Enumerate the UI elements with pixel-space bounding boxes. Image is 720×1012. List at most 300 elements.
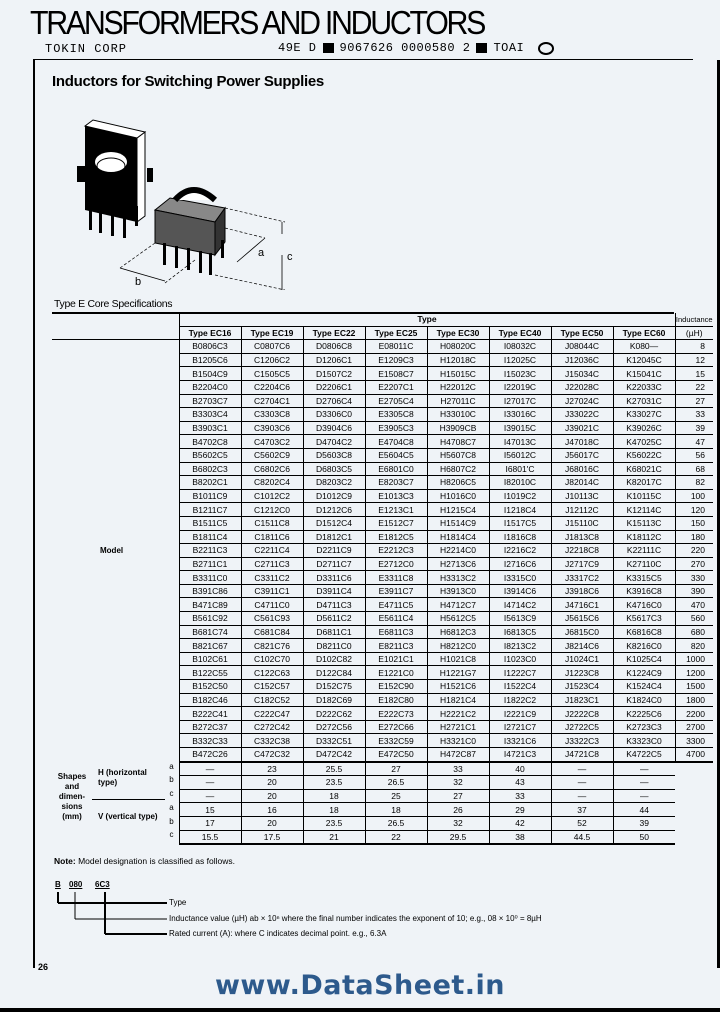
- model-cell: J4716C1: [551, 598, 613, 612]
- model-cell: J1223C8: [551, 666, 613, 680]
- model-cell: E8211C3: [365, 639, 427, 653]
- model-cell: J22028C: [551, 380, 613, 394]
- model-cell: B1811C4: [179, 530, 241, 544]
- model-cell: J3317C2: [551, 571, 613, 585]
- model-cell: C1012C2: [241, 489, 303, 503]
- model-cell: K3323C0: [613, 734, 675, 748]
- model-cell: K4716C0: [613, 598, 675, 612]
- model-cell: B152C50: [179, 680, 241, 694]
- model-cell: K1025C4: [613, 652, 675, 666]
- model-cell: E4704C8: [365, 435, 427, 449]
- model-cell: C102C70: [241, 652, 303, 666]
- model-cell: E1221C0: [365, 666, 427, 680]
- code-suffix: TOAI: [493, 41, 525, 55]
- model-cell: K18112C: [613, 530, 675, 544]
- dimension-cell: 29.5: [427, 830, 489, 844]
- dimension-cell: 33: [427, 762, 489, 776]
- dimension-cell: 22: [365, 830, 427, 844]
- model-cell: E1209C3: [365, 353, 427, 367]
- section-title: Inductors for Switching Power Supplies: [52, 73, 324, 90]
- model-cell: C1811C6: [241, 530, 303, 544]
- model-cell: K8216C0: [613, 639, 675, 653]
- inductance-cell: 33: [675, 408, 713, 422]
- model-cell: K5617C3: [613, 612, 675, 626]
- vertical-type-label: V (vertical type): [98, 812, 158, 822]
- code-desc-inductance: Inductance value (µH) ab × 10ⁿ where the final number indicates the exponent of 10; e.g., 08 × 10⁰ = 8µH: [169, 914, 542, 923]
- model-cell: E8203C7: [365, 476, 427, 490]
- model-cell: C1505C5: [241, 367, 303, 381]
- model-cell: H15015C: [427, 367, 489, 381]
- model-cell: I47013C: [489, 435, 551, 449]
- model-cell: H4712C7: [427, 598, 489, 612]
- model-cell: I56012C: [489, 448, 551, 462]
- model-cell: I2716C6: [489, 557, 551, 571]
- model-cell: D5611C2: [303, 612, 365, 626]
- model-cell: D152C75: [303, 680, 365, 694]
- model-cell: E2212C3: [365, 544, 427, 558]
- model-cell: D1012C9: [303, 489, 365, 503]
- model-cell: I1517C5: [489, 516, 551, 530]
- dimension-cell: —: [551, 776, 613, 790]
- model-cell: J1813C8: [551, 530, 613, 544]
- model-cell: I1822C2: [489, 693, 551, 707]
- dimension-cell: 27: [427, 789, 489, 803]
- dim-label-c: c: [287, 251, 293, 263]
- model-cell: K1824C0: [613, 693, 675, 707]
- dimension-cell: —: [179, 776, 241, 790]
- model-cell: B1205C6: [179, 353, 241, 367]
- model-cell: D3306C0: [303, 408, 365, 422]
- model-cell: H1821C4: [427, 693, 489, 707]
- col-header-ec22: Type EC22: [303, 326, 365, 340]
- circle-mark-icon: [538, 42, 554, 55]
- model-cell: E1013C3: [365, 489, 427, 503]
- dimension-cell: 16: [241, 803, 303, 817]
- model-cell: B102C61: [179, 652, 241, 666]
- model-cell: D1512C4: [303, 516, 365, 530]
- model-cell: D1212C6: [303, 503, 365, 517]
- model-cell: J1523C4: [551, 680, 613, 694]
- model-cell: D3311C6: [303, 571, 365, 585]
- row-label-model: Model: [100, 546, 124, 556]
- dimension-cell: 18: [303, 789, 365, 803]
- model-cell: B391C86: [179, 584, 241, 598]
- model-cell: J10113C: [551, 489, 613, 503]
- note: [54, 856, 235, 866]
- dimension-cell: 33: [489, 789, 551, 803]
- model-cell: D3911C4: [303, 584, 365, 598]
- horizontal-type-label: H (horizontal type): [92, 762, 165, 801]
- dimension-cell: 17: [179, 816, 241, 830]
- model-cell: B1504C9: [179, 367, 241, 381]
- model-cell: I1522C4: [489, 680, 551, 694]
- model-cell: I1019C2: [489, 489, 551, 503]
- model-cell: I3321C6: [489, 734, 551, 748]
- code-part-inductance: 080: [69, 880, 83, 889]
- model-cell: E272C66: [365, 720, 427, 734]
- model-cell: H27011C: [427, 394, 489, 408]
- model-cell: K39026C: [613, 421, 675, 435]
- model-cell: I2721C7: [489, 720, 551, 734]
- dimension-cell: 23.5: [303, 816, 365, 830]
- col-header-ec16: Type EC16: [179, 326, 241, 340]
- model-cell: K22111C: [613, 544, 675, 558]
- model-cell: I6813C5: [489, 625, 551, 639]
- note-label: Note:: [54, 856, 76, 866]
- code-part-type: B: [55, 880, 61, 889]
- model-cell: E5604C5: [365, 448, 427, 462]
- model-cell: D2206C1: [303, 380, 365, 394]
- model-cell: B122C55: [179, 666, 241, 680]
- model-cell: H1221G7: [427, 666, 489, 680]
- model-cell: C472C32: [241, 748, 303, 762]
- model-cell: K4722C5: [613, 748, 675, 762]
- dimension-cell: —: [551, 762, 613, 776]
- model-cell: H1814C4: [427, 530, 489, 544]
- model-cell: C3903C6: [241, 421, 303, 435]
- code-part-current: 6C3: [95, 880, 110, 889]
- model-cell: C2704C1: [241, 394, 303, 408]
- dimension-cell: —: [551, 789, 613, 803]
- model-cell: D2706C4: [303, 394, 365, 408]
- model-cell: J5615C6: [551, 612, 613, 626]
- model-cell: C4711C0: [241, 598, 303, 612]
- model-cell: H3913C0: [427, 584, 489, 598]
- inductance-cell: 15: [675, 367, 713, 381]
- inductance-cell: 390: [675, 584, 713, 598]
- watermark-link[interactable]: www.DataSheet.in: [214, 970, 506, 1001]
- model-cell: C3303C8: [241, 408, 303, 422]
- model-cell: H12018C: [427, 353, 489, 367]
- model-cell: J12112C: [551, 503, 613, 517]
- code-desc-current: Rated current (A): where C indicates decimal point. e.g., 6.3A: [169, 929, 387, 938]
- model-cell: I39015C: [489, 421, 551, 435]
- model-cell: J15110C: [551, 516, 613, 530]
- col-header-ec50: Type EC50: [551, 326, 613, 340]
- model-cell: K22033C: [613, 380, 675, 394]
- model-cell: D272C56: [303, 720, 365, 734]
- model-cell: J33022C: [551, 408, 613, 422]
- model-cell: E5611C4: [365, 612, 427, 626]
- model-cell: H5612C5: [427, 612, 489, 626]
- model-cell: E2207C1: [365, 380, 427, 394]
- model-cell: E3911C7: [365, 584, 427, 598]
- model-cell: D0806C8: [303, 340, 365, 354]
- model-cell: C5602C9: [241, 448, 303, 462]
- model-cell: D4711C3: [303, 598, 365, 612]
- model-cell: B3311C0: [179, 571, 241, 585]
- dimension-cell: 18: [303, 803, 365, 817]
- inductance-header: Inductance: [675, 313, 713, 326]
- model-cell: C4703C2: [241, 435, 303, 449]
- model-cell: K2723C3: [613, 720, 675, 734]
- model-cell: B821C67: [179, 639, 241, 653]
- dimension-cell: 32: [427, 776, 489, 790]
- inductance-cell: 120: [675, 503, 713, 517]
- model-cell: I22019C: [489, 380, 551, 394]
- model-cell: D1206C1: [303, 353, 365, 367]
- model-cell: I1218C4: [489, 503, 551, 517]
- dimension-cell: 27: [365, 762, 427, 776]
- model-cell: I15023C: [489, 367, 551, 381]
- model-cell: E1508C7: [365, 367, 427, 381]
- model-cell: K1224C9: [613, 666, 675, 680]
- model-cell: J08044C: [551, 340, 613, 354]
- model-cell: C1511C8: [241, 516, 303, 530]
- model-cell: B1511C5: [179, 516, 241, 530]
- document-title: TRANSFORMERS AND INDUCTORS: [30, 4, 485, 41]
- model-cell: J2717C9: [551, 557, 613, 571]
- model-cell: J6815C0: [551, 625, 613, 639]
- model-cell: H5607C8: [427, 448, 489, 462]
- model-cell: K56022C: [613, 448, 675, 462]
- inductance-cell: 22: [675, 380, 713, 394]
- model-cell: J4721C8: [551, 748, 613, 762]
- dimension-cell: 23.5: [303, 776, 365, 790]
- inductance-cell: 47: [675, 435, 713, 449]
- inductance-cell: 270: [675, 557, 713, 571]
- catalog-code: [278, 41, 554, 55]
- model-cell: H6807C2: [427, 462, 489, 476]
- model-cell: H2721C1: [427, 720, 489, 734]
- model-cell: I1816C8: [489, 530, 551, 544]
- model-cell: C3311C2: [241, 571, 303, 585]
- model-cell: I5613C9: [489, 612, 551, 626]
- dimension-cell: 20: [241, 776, 303, 790]
- model-cell: J15034C: [551, 367, 613, 381]
- table-row: [52, 340, 713, 354]
- inductance-cell: 27: [675, 394, 713, 408]
- model-cell: J56017C: [551, 448, 613, 462]
- model-cell: J82014C: [551, 476, 613, 490]
- dimension-cell: —: [613, 789, 675, 803]
- model-cell: H08020C: [427, 340, 489, 354]
- model-cell: B272C37: [179, 720, 241, 734]
- model-cell: C182C52: [241, 693, 303, 707]
- inductor-horizontal-icon: [155, 190, 225, 275]
- code-mid: 9067626 0000580 2: [339, 41, 471, 55]
- model-cell: E3311C8: [365, 571, 427, 585]
- dimension-row: Shapes and dimen-sions (mm) H (horizontal type) V (vertical type) a b c a b c — 23 25.5 27 33 40 — —: [52, 762, 713, 776]
- model-cell: D8211C0: [303, 639, 365, 653]
- dimension-cell: 37: [551, 803, 613, 817]
- model-cell: C681C84: [241, 625, 303, 639]
- model-cell: B4702C8: [179, 435, 241, 449]
- model-cell: D222C62: [303, 707, 365, 721]
- dimension-cell: 39: [613, 816, 675, 830]
- model-cell: I1222C7: [489, 666, 551, 680]
- model-cell: E182C80: [365, 693, 427, 707]
- col-header-ec60: Type EC60: [613, 326, 675, 340]
- model-cell: K080—: [613, 340, 675, 354]
- model-cell: D6803C5: [303, 462, 365, 476]
- model-cell: E2705C4: [365, 394, 427, 408]
- model-cell: J2222C8: [551, 707, 613, 721]
- model-cell: H6812C3: [427, 625, 489, 639]
- model-cell: K12045C: [613, 353, 675, 367]
- inductance-cell: 680: [675, 625, 713, 639]
- model-cell: C332C38: [241, 734, 303, 748]
- dimension-cell: 32: [427, 816, 489, 830]
- dimension-cell: 38: [489, 830, 551, 844]
- inductance-cell: 82: [675, 476, 713, 490]
- inductance-cell: 68: [675, 462, 713, 476]
- model-cell: J47018C: [551, 435, 613, 449]
- model-cell: H3321C0: [427, 734, 489, 748]
- model-cell: J68016C: [551, 462, 613, 476]
- type-e-core-spec-table: [52, 313, 713, 845]
- model-cell: J12036C: [551, 353, 613, 367]
- model-cell: D122C84: [303, 666, 365, 680]
- note-text: Model designation is classified as follows.: [75, 856, 235, 866]
- model-cell: C1206C2: [241, 353, 303, 367]
- dimension-cell: 18: [365, 803, 427, 817]
- model-cell: I2216C2: [489, 544, 551, 558]
- inductance-cell: 12: [675, 353, 713, 367]
- inductance-cell: 1000: [675, 652, 713, 666]
- dimension-cell: 23: [241, 762, 303, 776]
- model-cell: B681C74: [179, 625, 241, 639]
- dimension-cell: 43: [489, 776, 551, 790]
- model-cell: J3918C6: [551, 584, 613, 598]
- model-cell: D2211C9: [303, 544, 365, 558]
- col-header-ec30: Type EC30: [427, 326, 489, 340]
- model-cell: B0806C3: [179, 340, 241, 354]
- type-group-header: Type: [179, 313, 675, 326]
- page-number: 26: [38, 962, 49, 972]
- model-cell: E1512C7: [365, 516, 427, 530]
- model-cell: K2225C6: [613, 707, 675, 721]
- inductance-cell: 2200: [675, 707, 713, 721]
- model-cell: K68021C: [613, 462, 675, 476]
- model-cell: J3322C3: [551, 734, 613, 748]
- model-cell: E2712C0: [365, 557, 427, 571]
- dimension-cell: 21: [303, 830, 365, 844]
- model-cell: D3904C6: [303, 421, 365, 435]
- model-cell: E222C73: [365, 707, 427, 721]
- code-prefix: 49E D: [278, 41, 317, 55]
- model-cell: E1812C5: [365, 530, 427, 544]
- model-cell: J1024C1: [551, 652, 613, 666]
- model-cell: C821C76: [241, 639, 303, 653]
- model-cell: I82010C: [489, 476, 551, 490]
- inductance-cell: 820: [675, 639, 713, 653]
- model-cell: C2204C6: [241, 380, 303, 394]
- inductance-cell: 100: [675, 489, 713, 503]
- col-header-ec40: Type EC40: [489, 326, 551, 340]
- model-cell: J2722C5: [551, 720, 613, 734]
- model-cell: B2703C7: [179, 394, 241, 408]
- dimension-cell: 15: [179, 803, 241, 817]
- company-name: TOKIN CORP: [45, 42, 128, 56]
- model-cell: K10115C: [613, 489, 675, 503]
- dimension-cell: 17.5: [241, 830, 303, 844]
- model-cell: E4711C5: [365, 598, 427, 612]
- model-cell: J39021C: [551, 421, 613, 435]
- model-cell: D472C42: [303, 748, 365, 762]
- model-cell: B332C33: [179, 734, 241, 748]
- model-cell: B2711C1: [179, 557, 241, 571]
- model-cell: B472C26: [179, 748, 241, 762]
- model-cell: K1524C4: [613, 680, 675, 694]
- dimension-cell: 40: [489, 762, 551, 776]
- dimension-cell: 26.5: [365, 816, 427, 830]
- inductance-cell: 470: [675, 598, 713, 612]
- model-cell: H1021C8: [427, 652, 489, 666]
- header-rule: [33, 59, 693, 60]
- model-cell: B1011C9: [179, 489, 241, 503]
- model-cell: B561C92: [179, 612, 241, 626]
- dimension-cell: 15.5: [179, 830, 241, 844]
- model-cell: D4704C2: [303, 435, 365, 449]
- inductance-cell: 39: [675, 421, 713, 435]
- col-header-ec19: Type EC19: [241, 326, 303, 340]
- model-cell: I33016C: [489, 408, 551, 422]
- model-cell: I08032C: [489, 340, 551, 354]
- model-cell: H2214C0: [427, 544, 489, 558]
- model-cell: D6811C1: [303, 625, 365, 639]
- model-cell: H3313C2: [427, 571, 489, 585]
- model-cell: H1521C6: [427, 680, 489, 694]
- model-cell: H8206C5: [427, 476, 489, 490]
- model-cell: E6801C0: [365, 462, 427, 476]
- inductance-cell: 8: [675, 340, 713, 354]
- inductance-unit: (µH): [675, 326, 713, 340]
- dimension-cell: 44.5: [551, 830, 613, 844]
- model-cell: C122C63: [241, 666, 303, 680]
- footer-bar: [0, 1008, 720, 1012]
- model-cell: K15113C: [613, 516, 675, 530]
- model-cell: K12114C: [613, 503, 675, 517]
- model-cell: I2221C9: [489, 707, 551, 721]
- inductance-cell: 150: [675, 516, 713, 530]
- inductance-cell: 1200: [675, 666, 713, 680]
- model-cell: J27024C: [551, 394, 613, 408]
- model-cell: B2204C0: [179, 380, 241, 394]
- dimension-cell: 20: [241, 789, 303, 803]
- model-cell: I3315C0: [489, 571, 551, 585]
- black-square-icon: [323, 43, 334, 53]
- model-cell: H1514C9: [427, 516, 489, 530]
- model-cell: C2211C4: [241, 544, 303, 558]
- model-cell: K3916C8: [613, 584, 675, 598]
- model-cell: I4714C2: [489, 598, 551, 612]
- black-square-icon: [476, 43, 487, 53]
- model-cell: H8212C0: [427, 639, 489, 653]
- model-cell: E1213C1: [365, 503, 427, 517]
- model-cell: D102C82: [303, 652, 365, 666]
- model-cell: B182C46: [179, 693, 241, 707]
- model-cell: E472C50: [365, 748, 427, 762]
- model-cell: H3909CB: [427, 421, 489, 435]
- model-cell: I12025C: [489, 353, 551, 367]
- model-cell: B222C41: [179, 707, 241, 721]
- model-cell: B471C89: [179, 598, 241, 612]
- inductance-cell: 560: [675, 612, 713, 626]
- model-cell: B8202C1: [179, 476, 241, 490]
- model-code-diagram: [55, 878, 542, 938]
- dimension-cell: 42: [489, 816, 551, 830]
- model-cell: K6816C8: [613, 625, 675, 639]
- model-cell: C6802C6: [241, 462, 303, 476]
- model-cell: I6801'C: [489, 462, 551, 476]
- model-cell: B1211C7: [179, 503, 241, 517]
- page-frame-left: [33, 60, 35, 968]
- model-cell: C561C93: [241, 612, 303, 626]
- dimension-cell: 52: [551, 816, 613, 830]
- model-cell: D8203C2: [303, 476, 365, 490]
- col-header-ec25: Type EC25: [365, 326, 427, 340]
